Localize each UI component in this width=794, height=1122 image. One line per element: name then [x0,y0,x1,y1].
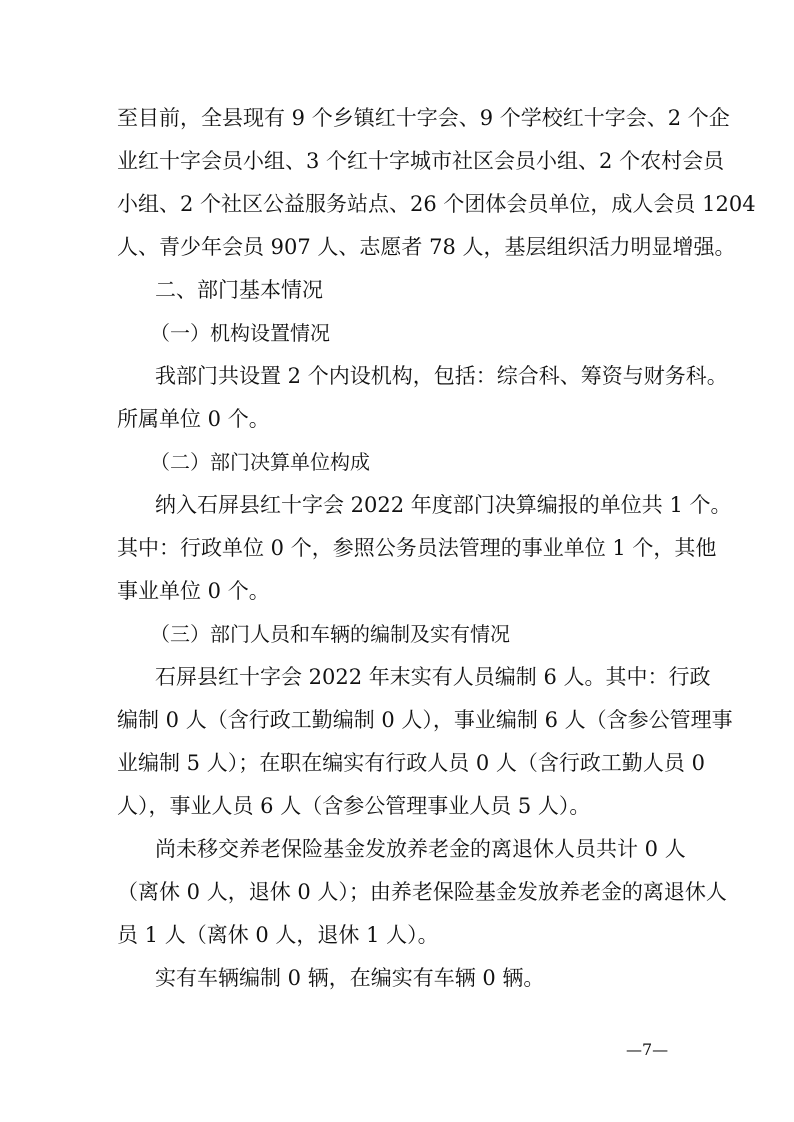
paragraph-line: 员 1 人（离休 0 人，退休 1 人）。 [117,923,439,947]
paragraph-line: （离休 0 人，退休 0 人）；由养老保险基金发放养老金的离退休人 [117,880,727,904]
intro-line: 人、青少年会员 907 人、志愿者 78 人，基层组织活力明显增强。 [117,235,736,259]
paragraph-line: 业编制 5 人）；在职在编实有行政人员 0 人（含行政工勤人员 0 [117,751,705,775]
paragraph-line: 人），事业人员 6 人（含参公管理事业人员 5 人）。 [117,794,591,818]
paragraph-line: 事业单位 0 个。 [117,579,270,603]
paragraph-line: 尚未移交养老保险基金发放养老金的离退休人员共计 0 人 [155,837,686,861]
paragraph-line: 编制 0 人（含行政工勤编制 0 人），事业编制 6 人（含参公管理事 [117,708,733,732]
paragraph-line: 我部门共设置 2 个内设机构，包括：综合科、筹资与财务科。 [155,364,728,388]
subsection-title: （二）部门决算单位构成 [150,450,370,474]
intro-line: 至目前，全县现有 9 个乡镇红十字会、9 个学校红十字会、2 个企 [117,106,730,130]
paragraph-line: 石屏县红十字会 2022 年末实有人员编制 6 人。其中：行政 [155,665,711,689]
paragraph-line: 纳入石屏县红十字会 2022 年度部门决算编报的单位共 1 个。 [155,493,732,517]
paragraph-line: 实有车辆编制 0 辆，在编实有车辆 0 辆。 [155,966,545,990]
intro-line: 业红十字会员小组、3 个红十字城市社区会员小组、2 个农村会员 [117,149,725,173]
intro-line: 小组、2 个社区公益服务站点、26 个团体会员单位，成人会员 1204 [117,192,756,216]
paragraph-line: 其中：行政单位 0 个，参照公务员法管理的事业单位 1 个，其他 [117,536,717,560]
page-number: —7— [626,1040,669,1059]
paragraph-line: 所属单位 0 个。 [117,407,270,431]
subsection-title: （一）机构设置情况 [150,321,330,345]
subsection-title: （三）部门人员和车辆的编制及实有情况 [150,622,510,646]
section-heading: 二、部门基本情况 [155,278,323,302]
